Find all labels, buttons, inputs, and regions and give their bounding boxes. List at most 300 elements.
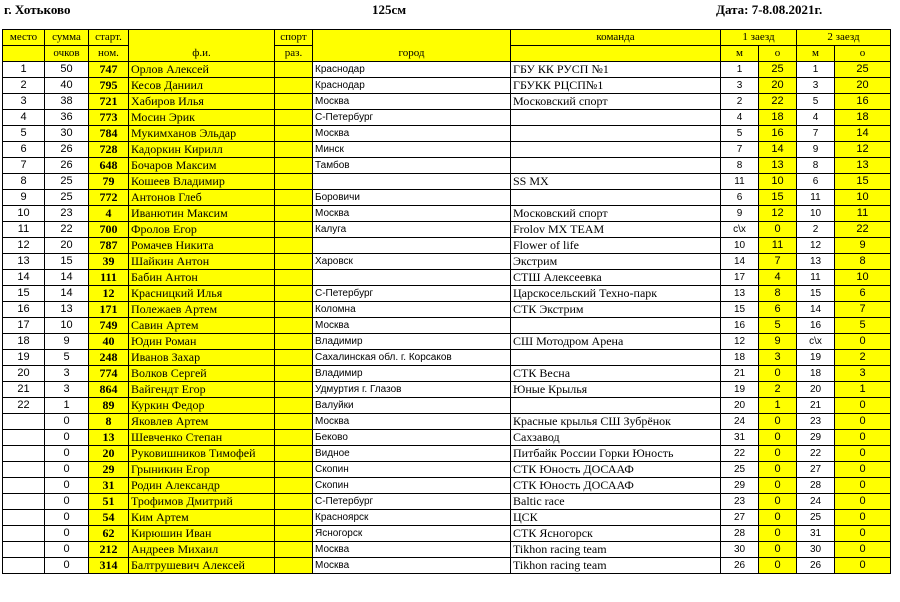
race1-place-cell: 24 [721, 414, 759, 430]
sport-rank-cell [275, 158, 313, 174]
race2-place-cell: 4 [797, 110, 835, 126]
rider-name-cell: Хабиров Илья [129, 94, 275, 110]
place-cell: 10 [3, 206, 45, 222]
race1-place-cell: 12 [721, 334, 759, 350]
race1-place-cell: 7 [721, 142, 759, 158]
place-cell [3, 446, 45, 462]
race2-points-cell: 6 [835, 286, 891, 302]
race2-points-cell: 9 [835, 238, 891, 254]
team-cell: Baltic race [511, 494, 721, 510]
race2-place-cell: 13 [797, 254, 835, 270]
city-cell: Москва [313, 206, 511, 222]
start-number-cell: 39 [89, 254, 129, 270]
table-row [3, 430, 891, 446]
city-cell: Скопин [313, 478, 511, 494]
race1-points-cell: 13 [759, 158, 797, 174]
rider-name-cell: Полежаев Артем [129, 302, 275, 318]
team-cell [511, 190, 721, 206]
team-cell [511, 350, 721, 366]
table-row [3, 510, 891, 526]
header-start-bottom: ном. [89, 46, 129, 62]
team-cell: СТК Юность ДОСААФ [511, 462, 721, 478]
sport-rank-cell [275, 174, 313, 190]
table-row [3, 270, 891, 286]
sport-rank-cell [275, 190, 313, 206]
city-cell: Удмуртия г. Глазов [313, 382, 511, 398]
team-cell: Юные Крылья [511, 382, 721, 398]
race2-place-cell: 8 [797, 158, 835, 174]
start-number-cell: 212 [89, 542, 129, 558]
table-row [3, 286, 891, 302]
race2-place-cell: 5 [797, 94, 835, 110]
sum-cell: 0 [45, 510, 89, 526]
race1-points-cell: 0 [759, 430, 797, 446]
sport-rank-cell [275, 462, 313, 478]
rider-name-cell: Куркин Федор [129, 398, 275, 414]
sport-rank-cell [275, 126, 313, 142]
table-row [3, 222, 891, 238]
table-row [3, 414, 891, 430]
race2-place-cell: 28 [797, 478, 835, 494]
header-race2-o: о [835, 46, 891, 62]
rider-name-cell: Ромачев Никита [129, 238, 275, 254]
place-cell: 1 [3, 62, 45, 78]
rider-name-cell: Вайгендт Егор [129, 382, 275, 398]
race2-points-cell: 0 [835, 510, 891, 526]
team-cell: Царскосельский Техно-парк [511, 286, 721, 302]
table-row [3, 462, 891, 478]
race1-place-cell: 25 [721, 462, 759, 478]
race1-points-cell: 10 [759, 174, 797, 190]
race2-points-cell: 25 [835, 62, 891, 78]
rider-name-cell: Мукимханов Эльдар [129, 126, 275, 142]
place-cell: 15 [3, 286, 45, 302]
race2-points-cell: 10 [835, 270, 891, 286]
rider-name-cell: Орлов Алексей [129, 62, 275, 78]
header-team: команда [511, 30, 721, 46]
race2-points-cell: 0 [835, 558, 891, 574]
class-label: 125см [372, 2, 407, 17]
race2-place-cell: 18 [797, 366, 835, 382]
start-number-cell: 62 [89, 526, 129, 542]
race1-points-cell: 4 [759, 270, 797, 286]
rider-name-cell: Шайкин Антон [129, 254, 275, 270]
race2-points-cell: 13 [835, 158, 891, 174]
sport-rank-cell [275, 366, 313, 382]
start-number-cell: 787 [89, 238, 129, 254]
place-cell: 11 [3, 222, 45, 238]
race1-points-cell: 6 [759, 302, 797, 318]
table-row [3, 542, 891, 558]
race2-points-cell: 15 [835, 174, 891, 190]
race1-points-cell: 8 [759, 286, 797, 302]
race2-place-cell: 31 [797, 526, 835, 542]
sum-cell: 25 [45, 174, 89, 190]
place-cell: 16 [3, 302, 45, 318]
race2-place-cell: 22 [797, 446, 835, 462]
start-number-cell: 749 [89, 318, 129, 334]
header-place-blank [3, 46, 45, 62]
table-row [3, 254, 891, 270]
sum-cell: 38 [45, 94, 89, 110]
race2-points-cell: 0 [835, 430, 891, 446]
race1-points-cell: 0 [759, 222, 797, 238]
city-cell: Москва [313, 318, 511, 334]
rider-name-cell: Юдин Роман [129, 334, 275, 350]
event-date: Дата: 7-8.08.2021г. [716, 2, 823, 17]
sport-rank-cell [275, 286, 313, 302]
place-cell [3, 526, 45, 542]
place-cell: 20 [3, 366, 45, 382]
race1-place-cell: 16 [721, 318, 759, 334]
rider-name-cell: Грыникин Егор [129, 462, 275, 478]
team-cell: Экстрим [511, 254, 721, 270]
rider-name-cell: Ким Артем [129, 510, 275, 526]
race2-place-cell: 16 [797, 318, 835, 334]
sport-rank-cell [275, 62, 313, 78]
table-row [3, 350, 891, 366]
table-row [3, 558, 891, 574]
place-cell: 4 [3, 110, 45, 126]
sport-rank-cell [275, 558, 313, 574]
race1-points-cell: 7 [759, 254, 797, 270]
header-team-blank [511, 46, 721, 62]
start-number-cell: 20 [89, 446, 129, 462]
place-cell [3, 430, 45, 446]
race1-place-cell: 29 [721, 478, 759, 494]
place-cell: 14 [3, 270, 45, 286]
race1-place-cell: 13 [721, 286, 759, 302]
header-race2: 2 заезд [797, 30, 891, 46]
city-cell: Ясногорск [313, 526, 511, 542]
race2-points-cell: 0 [835, 462, 891, 478]
race1-points-cell: 0 [759, 478, 797, 494]
sport-rank-cell [275, 270, 313, 286]
race1-place-cell: 27 [721, 510, 759, 526]
race1-place-cell: 3 [721, 78, 759, 94]
sport-rank-cell [275, 510, 313, 526]
table-row [3, 318, 891, 334]
place-cell: 8 [3, 174, 45, 190]
team-cell: ГБУ КК РУСП №1 [511, 62, 721, 78]
place-cell: 13 [3, 254, 45, 270]
place-cell: 9 [3, 190, 45, 206]
sport-rank-cell [275, 94, 313, 110]
place-cell: 12 [3, 238, 45, 254]
race1-place-cell: 26 [721, 558, 759, 574]
race1-place-cell: 21 [721, 366, 759, 382]
start-number-cell: 8 [89, 414, 129, 430]
sport-rank-cell [275, 110, 313, 126]
race1-points-cell: 20 [759, 78, 797, 94]
race2-points-cell: 0 [835, 398, 891, 414]
race2-place-cell: 6 [797, 174, 835, 190]
table-row [3, 110, 891, 126]
place-cell: 6 [3, 142, 45, 158]
city-cell: Скопин [313, 462, 511, 478]
sport-rank-cell [275, 238, 313, 254]
race1-points-cell: 22 [759, 94, 797, 110]
sum-cell: 0 [45, 478, 89, 494]
header-fio: ф.и. [129, 30, 275, 62]
race2-points-cell: 11 [835, 206, 891, 222]
rider-name-cell: Балтрушевич Алексей [129, 558, 275, 574]
city-cell: С-Петербург [313, 494, 511, 510]
race2-place-cell: 11 [797, 190, 835, 206]
race2-place-cell: 26 [797, 558, 835, 574]
table-row [3, 366, 891, 382]
team-cell [511, 126, 721, 142]
rider-name-cell: Яковлев Артем [129, 414, 275, 430]
city-cell: Красноярск [313, 510, 511, 526]
table-row [3, 94, 891, 110]
city-cell: Видное [313, 446, 511, 462]
header-rank-top: спорт [275, 30, 313, 46]
race2-points-cell: 16 [835, 94, 891, 110]
race1-place-cell: 6 [721, 190, 759, 206]
sum-cell: 36 [45, 110, 89, 126]
start-number-cell: 111 [89, 270, 129, 286]
sum-cell: 23 [45, 206, 89, 222]
race1-points-cell: 0 [759, 414, 797, 430]
city-cell: Краснодар [313, 78, 511, 94]
start-number-cell: 648 [89, 158, 129, 174]
sum-cell: 14 [45, 286, 89, 302]
table-row [3, 238, 891, 254]
rider-name-cell: Андреев Михаил [129, 542, 275, 558]
table-row [3, 142, 891, 158]
place-cell: 17 [3, 318, 45, 334]
venue-city: г. Хотьково [4, 2, 71, 17]
start-number-cell: 40 [89, 334, 129, 350]
rider-name-cell: Кирюшин Иван [129, 526, 275, 542]
city-cell: Сахалинская обл. г. Корсаков [313, 350, 511, 366]
sport-rank-cell [275, 302, 313, 318]
race1-place-cell: 18 [721, 350, 759, 366]
race2-points-cell: 0 [835, 526, 891, 542]
race2-place-cell: 14 [797, 302, 835, 318]
table-row [3, 62, 891, 78]
race2-points-cell: 0 [835, 542, 891, 558]
race2-place-cell: 10 [797, 206, 835, 222]
city-cell: Беково [313, 430, 511, 446]
race2-points-cell: 22 [835, 222, 891, 238]
race2-place-cell: 3 [797, 78, 835, 94]
city-cell: Москва [313, 94, 511, 110]
race2-points-cell: 0 [835, 446, 891, 462]
place-cell [3, 510, 45, 526]
race2-place-cell: 11 [797, 270, 835, 286]
sum-cell: 0 [45, 446, 89, 462]
sum-cell: 14 [45, 270, 89, 286]
race1-place-cell: 4 [721, 110, 759, 126]
place-cell: 22 [3, 398, 45, 414]
table-row [3, 206, 891, 222]
start-number-cell: 772 [89, 190, 129, 206]
start-number-cell: 774 [89, 366, 129, 382]
start-number-cell: 721 [89, 94, 129, 110]
race2-points-cell: 0 [835, 478, 891, 494]
sum-cell: 10 [45, 318, 89, 334]
sport-rank-cell [275, 478, 313, 494]
rider-name-cell: Кадоркин Кирилл [129, 142, 275, 158]
race2-points-cell: 8 [835, 254, 891, 270]
team-cell: Tikhon racing team [511, 558, 721, 574]
race1-points-cell: 16 [759, 126, 797, 142]
sum-cell: 0 [45, 414, 89, 430]
place-cell [3, 414, 45, 430]
sum-cell: 50 [45, 62, 89, 78]
header-race1-m: м [721, 46, 759, 62]
race2-place-cell: 15 [797, 286, 835, 302]
sport-rank-cell [275, 542, 313, 558]
race2-place-cell: 23 [797, 414, 835, 430]
sport-rank-cell [275, 350, 313, 366]
table-header [3, 30, 891, 62]
sport-rank-cell [275, 398, 313, 414]
table-row [3, 126, 891, 142]
team-cell [511, 398, 721, 414]
race2-place-cell: 1 [797, 62, 835, 78]
race2-points-cell: 0 [835, 414, 891, 430]
race1-place-cell: 10 [721, 238, 759, 254]
sum-cell: 0 [45, 558, 89, 574]
sum-cell: 26 [45, 158, 89, 174]
city-cell: С-Петербург [313, 286, 511, 302]
rider-name-cell: Шевченко Степан [129, 430, 275, 446]
race2-points-cell: 0 [835, 334, 891, 350]
race1-points-cell: 0 [759, 558, 797, 574]
race1-points-cell: 18 [759, 110, 797, 126]
sport-rank-cell [275, 494, 313, 510]
race2-points-cell: 1 [835, 382, 891, 398]
city-cell: С-Петербург [313, 110, 511, 126]
race2-points-cell: 20 [835, 78, 891, 94]
start-number-cell: 29 [89, 462, 129, 478]
start-number-cell: 54 [89, 510, 129, 526]
team-cell: Tikhon racing team [511, 542, 721, 558]
table-row [3, 446, 891, 462]
place-cell [3, 494, 45, 510]
rider-name-cell: Мосин Эрик [129, 110, 275, 126]
table-row [3, 526, 891, 542]
race1-place-cell: 30 [721, 542, 759, 558]
rider-name-cell: Фролов Егор [129, 222, 275, 238]
race2-place-cell: 20 [797, 382, 835, 398]
sum-cell: 15 [45, 254, 89, 270]
race1-place-cell: 2 [721, 94, 759, 110]
team-cell: ЦСК [511, 510, 721, 526]
race1-points-cell: 0 [759, 462, 797, 478]
city-cell: Москва [313, 414, 511, 430]
start-number-cell: 795 [89, 78, 129, 94]
race1-points-cell: 0 [759, 542, 797, 558]
race2-place-cell: 25 [797, 510, 835, 526]
race1-points-cell: 15 [759, 190, 797, 206]
place-cell: 5 [3, 126, 45, 142]
city-cell: Владимир [313, 334, 511, 350]
header-rank-bottom: раз. [275, 46, 313, 62]
sport-rank-cell [275, 222, 313, 238]
sum-cell: 5 [45, 350, 89, 366]
city-cell: Минск [313, 142, 511, 158]
race2-place-cell: 2 [797, 222, 835, 238]
race2-place-cell: 21 [797, 398, 835, 414]
race1-points-cell: 3 [759, 350, 797, 366]
rider-name-cell: Бабин Антон [129, 270, 275, 286]
header-city: город [313, 30, 511, 62]
race2-points-cell: 14 [835, 126, 891, 142]
table-row [3, 174, 891, 190]
rider-name-cell: Трофимов Дмитрий [129, 494, 275, 510]
table-row [3, 190, 891, 206]
city-cell: Харовск [313, 254, 511, 270]
race1-place-cell: 1 [721, 62, 759, 78]
rider-name-cell: Иванов Захар [129, 350, 275, 366]
start-number-cell: 31 [89, 478, 129, 494]
table-row [3, 382, 891, 398]
sum-cell: 22 [45, 222, 89, 238]
race1-place-cell: 28 [721, 526, 759, 542]
table-row [3, 398, 891, 414]
sport-rank-cell [275, 446, 313, 462]
team-cell [511, 110, 721, 126]
race1-points-cell: 25 [759, 62, 797, 78]
rider-name-cell: Кесов Даниил [129, 78, 275, 94]
sport-rank-cell [275, 206, 313, 222]
header-start-top: старт. [89, 30, 129, 46]
race1-points-cell: 11 [759, 238, 797, 254]
place-cell: 18 [3, 334, 45, 350]
city-cell [313, 174, 511, 190]
city-cell: Владимир [313, 366, 511, 382]
race1-place-cell: 22 [721, 446, 759, 462]
team-cell: СТК Ясногорск [511, 526, 721, 542]
race1-place-cell: 5 [721, 126, 759, 142]
team-cell: СШ Мотодром Арена [511, 334, 721, 350]
sum-cell: 25 [45, 190, 89, 206]
sum-cell: 0 [45, 430, 89, 446]
rider-name-cell: Кошеев Владимир [129, 174, 275, 190]
sum-cell: 3 [45, 366, 89, 382]
header-race2-m: м [797, 46, 835, 62]
race2-points-cell: 12 [835, 142, 891, 158]
race1-points-cell: 9 [759, 334, 797, 350]
team-cell: СТК Весна [511, 366, 721, 382]
team-cell: Московский спорт [511, 206, 721, 222]
race2-points-cell: 5 [835, 318, 891, 334]
place-cell: 3 [3, 94, 45, 110]
race2-place-cell: 29 [797, 430, 835, 446]
sum-cell: 0 [45, 542, 89, 558]
sport-rank-cell [275, 318, 313, 334]
rider-name-cell: Бочаров Максим [129, 158, 275, 174]
start-number-cell: 79 [89, 174, 129, 190]
team-cell [511, 318, 721, 334]
sum-cell: 0 [45, 462, 89, 478]
race1-points-cell: 2 [759, 382, 797, 398]
race2-points-cell: 10 [835, 190, 891, 206]
rider-name-cell: Волков Сергей [129, 366, 275, 382]
team-cell: Московский спорт [511, 94, 721, 110]
race1-place-cell: 23 [721, 494, 759, 510]
race1-place-cell: 15 [721, 302, 759, 318]
start-number-cell: 4 [89, 206, 129, 222]
sum-cell: 40 [45, 78, 89, 94]
city-cell: Валуйки [313, 398, 511, 414]
table-row [3, 78, 891, 94]
race2-place-cell: 27 [797, 462, 835, 478]
